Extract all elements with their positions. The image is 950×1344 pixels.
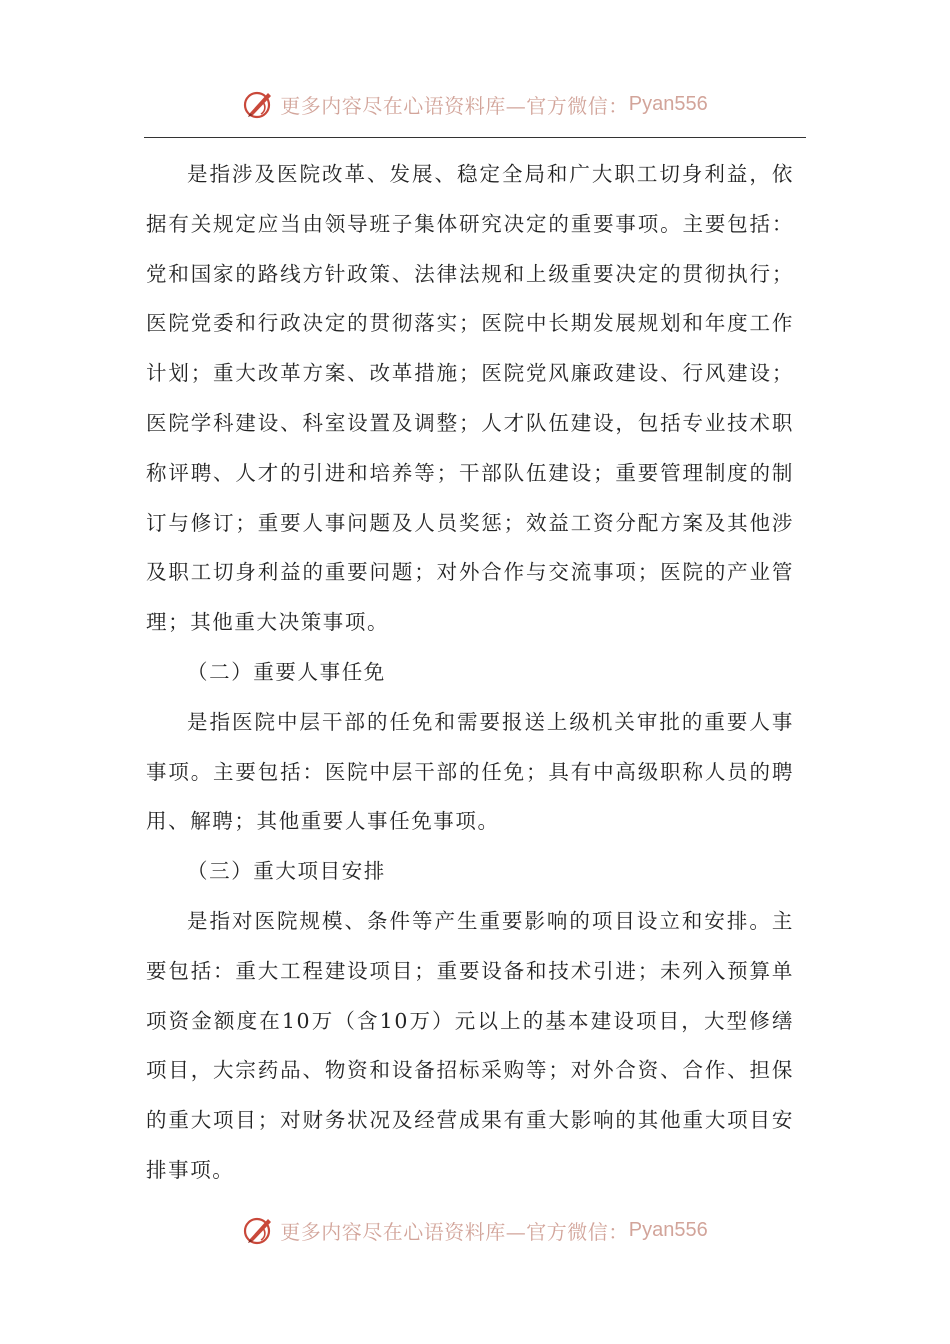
section-heading-projects: （三）重大项目安排 — [187, 859, 386, 884]
section-heading-personnel: （二）重要人事任免 — [187, 659, 386, 684]
footer-watermark — [0, 1210, 950, 1250]
pen-logo-icon — [242, 1213, 276, 1247]
watermark-wechat-id: Pyan556 — [628, 92, 708, 115]
header-divider — [144, 137, 806, 138]
paragraph-personnel: 是指医院中层干部的任免和需要报送上级机关审批的重要人事事项。主要包括：医院中层干部的任免；具有中高级职称人员的聘用、解聘；其他重要人事任免事项。 — [146, 709, 794, 834]
watermark-text: 更多内容尽在心语资料库—官方微信： — [280, 1219, 629, 1244]
paragraph-major-decisions: 是指涉及医院改革、发展、稳定全局和广大职工切身利益，依据有关规定应当由领导班子集体研究决定的重要事项。主要包括：党和国家的路线方针政策、法律法规和上级重要决定的贯彻执行；医院党委和行政决定的贯彻落实；医院中长期发展规划和年度工作计划；重大改革方案、改革措施；医院党风廉政建设、行风建设；医院学科建设、科室设置及调整；人才队伍建设，包括专业技术职称评聘、人才的引进和培养等；干部队伍建设；重要管理制度的制订与修订；重要人事问题及人员奖惩；效益工资分配方案及其他涉及职工切身利益的重要问题；对外合作与交流事项；医院的产业管理；其他重大决策事项。 — [146, 162, 794, 635]
watermark-wechat-id: Pyan556 — [628, 1218, 708, 1241]
watermark-text: 更多内容尽在心语资料库—官方微信： — [280, 93, 629, 118]
pen-logo-icon — [242, 87, 276, 121]
document-body — [146, 150, 794, 1196]
header-watermark — [0, 84, 950, 124]
paragraph-projects: 是指对医院规模、条件等产生重要影响的项目设立和安排。主要包括：重大工程建设项目；重要设备和技术引进；未列入预算单项资金额度在10万（含10万）元以上的基本建设项目，大型修缮项目，大宗药品、物资和设备招标采购等；对外合资、合作、担保的重大项目；对财务状况及经营成果有重大影响的其他重大项目安排事项。 — [146, 908, 794, 1182]
